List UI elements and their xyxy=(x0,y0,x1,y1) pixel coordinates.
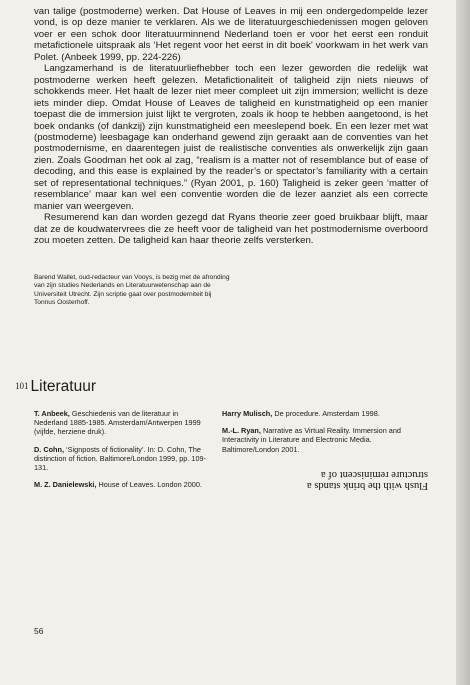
reference-author: Harry Mulisch, xyxy=(222,409,273,418)
upside-down-overprint-text: Flush with the brink stands a structure reminiscent of a xyxy=(306,469,428,491)
page-number: 56 xyxy=(34,626,44,636)
body-paragraph-1: van talige (postmoderne) werken. Dat House of Leaves in mij een ondergedompelde lezer vond, is op deze manier te verklaren. Als we de literatuurgeschiedenissen mogen geloven voer er een schok door literatuurminnend Nederland toen er voor het eerst een ronduit metafictionele uitspraak als ‘Het regent voor het eerst in dit boek’ voorkwam in het werk van Polet. (Anbeek 1999, pp. 224-226) xyxy=(34,6,428,63)
reference-details: House of Leaves. London 2000. xyxy=(98,480,202,490)
reference-author: M. Z. Danielewski, xyxy=(34,480,97,490)
section-title: Literatuur xyxy=(30,378,96,395)
reference-author: D. Cohn, xyxy=(34,444,64,454)
reference-entry xyxy=(34,409,208,437)
reference-details: De procedure. Amsterdam 1998. xyxy=(274,409,380,418)
reference-details: Geschiedenis van de literatuur in Nederland 1885-1985. Amsterdam/Antwerpen 1999 (vijfde, herziene druk). xyxy=(34,409,201,437)
reference-entry xyxy=(222,426,412,454)
references-right-column xyxy=(222,409,412,462)
reference-details: ‘Signposts of fictionality’. In: D. Cohn, The distinction of fiction. Baltimore/London 1999, pp. 109-131. xyxy=(34,444,206,473)
section-number: 101 xyxy=(15,381,29,391)
article-body xyxy=(34,6,428,247)
reference-details: Narrative as Virtual Reality. Immersion and Interactivity in Literature and Electronic Media. Baltimore/London 2001. xyxy=(222,426,401,454)
reference-author: T. Anbeek, xyxy=(34,409,70,418)
reference-entry xyxy=(34,480,208,489)
body-paragraph-3: Resumerend kan dan worden gezegd dat Ryans theorie zeer goed bruikbaar blijft, maar dat ze de koudwatervrees die ze heeft voor de taligheid van het postmodernisme overboord zou moeten zetten. De taligheid kan haar theorie zelfs versterken. xyxy=(34,212,428,247)
body-paragraph-2: Langzamerhand is de literatuurliefhebber toch een lezer geworden die redelijk wat postmoderne werken heeft gelezen. Metafictionaliteit of taligheid zijn niets nieuws of schokkends meer. Het haalt de lezer niet meer compleet uit zijn immersion; wellicht is deze iets minder diep. Omdat House of Leaves de taligheid en kunstmatigheid op een manier toepast die de immersion juist lijkt te vergroten, zoals ik hoop te hebben aangetoond, is het boek ondanks (of dankzij) zijn kunstmatigheid een meeslepend boek. En een lezer met wat (postmoderne) leesbagage kan onderhand gewend zijn geraakt aan de conventies van het postmodernisme, en daarentegen juist de realistische conventies als onwerkelijk zijn gaan zien. Zoals Goodman het ook al zag, “realism is a matter not of resemblance but of ease of decoding, and this ease is explained by the reader’s or spectator’s familiarity with a certain set of representational techniques.” (Ryan 2001, p. 160) Taligheid is zeker geen ‘matter of resemblance’ maar kan wel een conventie worden die de lezer aanziet als een correcte manier van weergeven. xyxy=(34,63,428,212)
reference-entry xyxy=(34,445,208,473)
reference-entry xyxy=(222,409,412,418)
section-heading xyxy=(15,378,96,396)
page-edge-shadow xyxy=(456,0,470,685)
references-left-column xyxy=(34,409,208,497)
reference-author: M.-L. Ryan, xyxy=(222,426,261,436)
author-bio: Barend Wallet, oud-redacteur van Vooys, is bezig met de afronding van zijn studies Nederlands en Literatuurwetenschap aan de Universiteit Utrecht. Zijn scriptie gaat over postmoderniteit bij Tonnus Oosterhoff. xyxy=(34,274,230,306)
